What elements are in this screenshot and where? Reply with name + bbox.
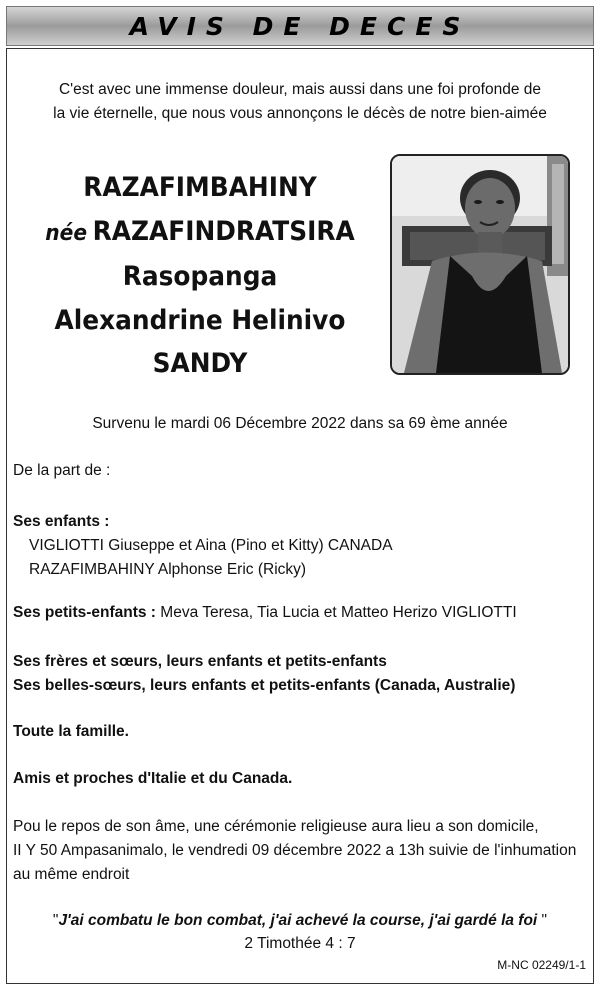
grandchildren-heading: Ses petits-enfants : bbox=[13, 604, 156, 621]
child-item: RAZAFIMBAHINY Alphonse Eric (Ricky) bbox=[29, 561, 307, 578]
bible-quote bbox=[20, 909, 580, 955]
children-heading: Ses enfants : bbox=[13, 513, 110, 530]
portrait-illustration bbox=[392, 156, 568, 373]
deceased-name-block bbox=[29, 166, 371, 386]
siblings-section bbox=[13, 650, 588, 698]
family-line: Toute la famille. bbox=[13, 723, 129, 740]
quote-text: J'ai combatu le bon combat, j'ai achevé la course, j'ai gardé la foi bbox=[58, 912, 538, 929]
siblings-line-2: Ses belles-sœurs, leurs enfants et petits-enfants (Canada, Australie) bbox=[13, 677, 516, 694]
children-section bbox=[13, 510, 588, 582]
friends-line: Amis et proches d'Italie et du Canada. bbox=[13, 770, 293, 787]
title-banner bbox=[6, 6, 594, 46]
siblings-line-1: Ses frères et sœurs, leurs enfants et petits-enfants bbox=[13, 653, 387, 670]
quote-close-mark: " bbox=[537, 912, 548, 929]
intro-text bbox=[20, 78, 580, 126]
deceased-surname: RAZAFIMBAHINY bbox=[83, 172, 317, 203]
reference-code: M-NC 02249/1-1 bbox=[497, 958, 586, 972]
from-label: De la part de : bbox=[13, 462, 111, 479]
first-name: Rasopanga bbox=[122, 261, 278, 292]
ceremony-line-2: II Y 50 Ampasanimalo, le vendredi 09 décembre 2022 a 13h suivie de l'inhumation bbox=[13, 842, 577, 859]
page-title: AVIS DE DECES bbox=[129, 11, 471, 41]
quote-open-mark: " bbox=[52, 912, 59, 929]
child-item: VIGLIOTTI Giuseppe et Aina (Pino et Kitty) CANADA bbox=[29, 537, 393, 554]
portrait-photo bbox=[390, 154, 570, 375]
ceremony-line-1: Pou le repos de son âme, une cérémonie religieuse aura lieu a son domicile, bbox=[13, 818, 539, 835]
nickname: SANDY bbox=[152, 348, 248, 379]
maiden-name: RAZAFINDRATSIRA bbox=[92, 215, 355, 247]
ceremony-line-3: au même endroit bbox=[13, 866, 130, 883]
intro-line-1: C'est avec une immense douleur, mais aussi dans une foi profonde de bbox=[58, 81, 542, 98]
grandchildren-section bbox=[13, 601, 588, 625]
nee-label: née bbox=[45, 220, 88, 246]
grandchildren-names: Meva Teresa, Tia Lucia et Matteo Herizo VIGLIOTTI bbox=[160, 604, 517, 621]
quote-line bbox=[20, 909, 580, 932]
middle-names: Alexandrine Helinivo bbox=[54, 304, 346, 336]
intro-line-2: la vie éternelle, que nous vous annonçons le décès de notre bien-aimée bbox=[53, 105, 547, 122]
maiden-name-line bbox=[29, 210, 371, 256]
quote-source: 2 Timothée 4 : 7 bbox=[244, 935, 356, 952]
ceremony-section bbox=[13, 815, 588, 887]
death-date-text: Survenu le mardi 06 Décembre 2022 dans sa 69 ème année bbox=[92, 415, 508, 432]
